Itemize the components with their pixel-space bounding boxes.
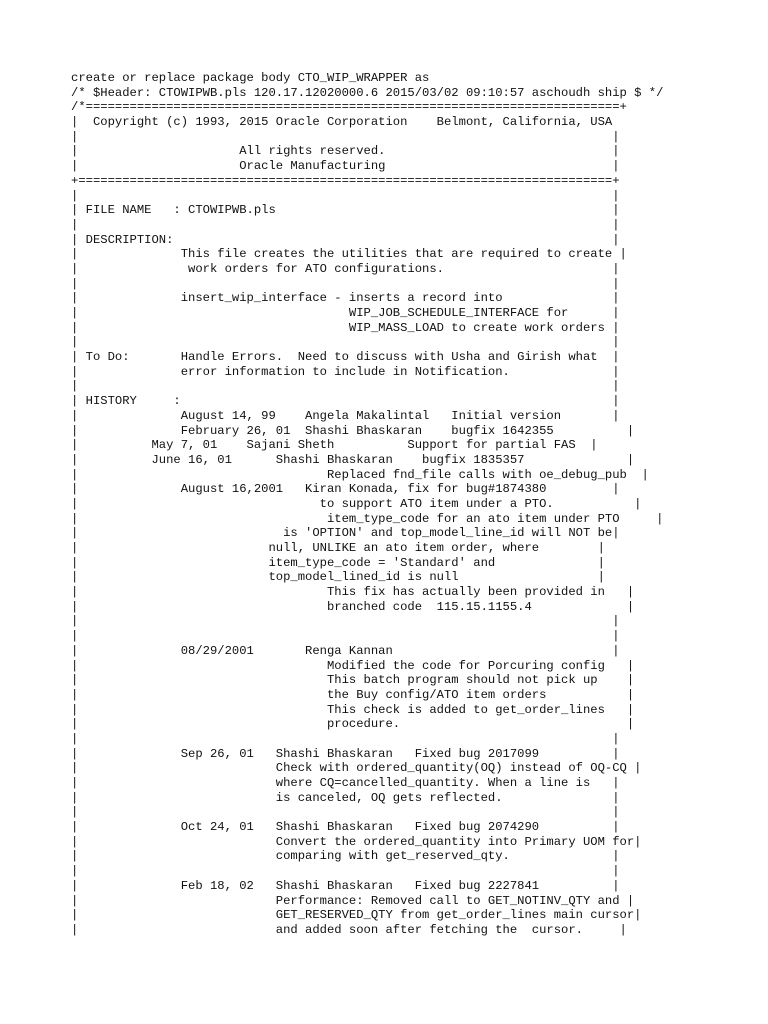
code-line: | Feb 18, 02 Shashi Bhaskaran Fixed bug 2227841 | (71, 878, 620, 893)
code-line: | To Do: Handle Errors. Need to discuss with Usha and Girish what | (71, 350, 620, 365)
code-line: | February 26, 01 Shashi Bhaskaran bugfix 1642355 | (71, 423, 635, 438)
code-line: | is canceled, OQ gets reflected. | (71, 790, 620, 805)
code-line: | This check is added to get_order_lines | (71, 702, 635, 717)
code-line: | | (71, 129, 620, 144)
code-line: | | (71, 629, 620, 644)
code-line: | GET_RESERVED_QTY from get_order_lines main cursor| (71, 908, 642, 923)
code-line: | FILE NAME : CTOWIPWB.pls | (71, 203, 620, 218)
code-line: | This fix has actually been provided in | (71, 585, 635, 600)
code-line: | Replaced fnd_file calls with oe_debug_pub | (71, 467, 649, 482)
code-line: | | (71, 614, 620, 629)
code-line: +=========================================================================+ (71, 173, 620, 188)
code-line: | | (71, 276, 620, 291)
code-line: | HISTORY : | (71, 394, 620, 409)
code-line: | comparing with get_reserved_qty. | (71, 849, 620, 864)
code-line: | 08/29/2001 Renga Kannan | (71, 643, 620, 658)
code-line: | DESCRIPTION: | (71, 232, 620, 247)
code-line: | item_type_code for an ato item under PTO | (71, 511, 664, 526)
code-line: | where CQ=cancelled_quantity. When a line is | (71, 776, 620, 790)
code-line: | Modified the code for Porcuring config | (71, 658, 635, 673)
code-line: | null, UNLIKE an ato item order, where | (71, 541, 605, 555)
code-line: | error information to include in Notification. | (71, 364, 620, 379)
code-line: | | (71, 335, 620, 350)
code-line: | branched code 115.15.1155.4 | (71, 599, 635, 614)
code-line: | procedure. | (71, 717, 635, 732)
code-line: | | (71, 217, 620, 232)
code-line: | Oracle Manufacturing | (71, 159, 620, 174)
code-line: | | (71, 379, 620, 394)
code-line: | Sep 26, 01 Shashi Bhaskaran Fixed bug 2017099 | (71, 746, 620, 761)
code-line: | Check with ordered_quantity(OQ) instead of OQ-CQ | (71, 761, 642, 776)
code-line: | June 16, 01 Shashi Bhaskaran bugfix 1835357 | (71, 452, 635, 467)
code-line: | All rights reserved. | (71, 144, 620, 159)
code-line: | and added soon after fetching the cursor. | (71, 922, 627, 937)
code-line: | | (71, 731, 620, 746)
code-line: | | (71, 864, 620, 879)
code-line: | WIP_MASS_LOAD to create work orders | (71, 320, 620, 335)
code-line: | Oct 24, 01 Shashi Bhaskaran Fixed bug 2074290 | (71, 820, 620, 835)
code-line: | Copyright (c) 1993, 2015 Oracle Corporation Belmont, California, USA (71, 115, 613, 130)
code-line: | insert_wip_interface - inserts a record into | (71, 291, 620, 306)
code-line: | to support ATO item under a PTO. | (71, 496, 642, 511)
code-line: | This file creates the utilities that are required to create | (71, 247, 627, 262)
code-line: /* $Header: CTOWIPWB.pls 120.17.12020000.6 2015/03/02 09:10:57 aschoudh ship $ */ (71, 85, 664, 100)
code-line: | the Buy config/ATO item orders | (71, 687, 635, 702)
code-line: | | (71, 805, 620, 820)
code-line: /*=========================================================================+ (71, 100, 627, 115)
code-line: create or replace package body CTO_WIP_WRAPPER as (71, 71, 430, 85)
code-line: | May 7, 01 Sajani Sheth Support for partial FAS | (71, 438, 598, 453)
code-line: | is 'OPTION' and top_model_line_id will NOT be| (71, 526, 620, 541)
code-line: | work orders for ATO configurations. | (71, 261, 620, 276)
code-line: | August 14, 99 Angela Makalintal Initial version | (71, 408, 620, 423)
code-line: | WIP_JOB_SCHEDULE_INTERFACE for | (71, 306, 620, 320)
code-line: | top_model_lined_id is null | (71, 570, 605, 585)
code-line: | August 16,2001 Kiran Konada, fix for bug#1874380 | (71, 482, 620, 497)
source-code-listing (71, 71, 663, 938)
code-line: | | (71, 188, 620, 203)
code-line: | Performance: Removed call to GET_NOTINV_QTY and | (71, 893, 635, 908)
code-line: | item_type_code = 'Standard' and | (71, 555, 605, 570)
code-line: | This batch program should not pick up | (71, 673, 635, 688)
code-line: | Convert the ordered_quantity into Primary UOM for| (71, 834, 642, 849)
